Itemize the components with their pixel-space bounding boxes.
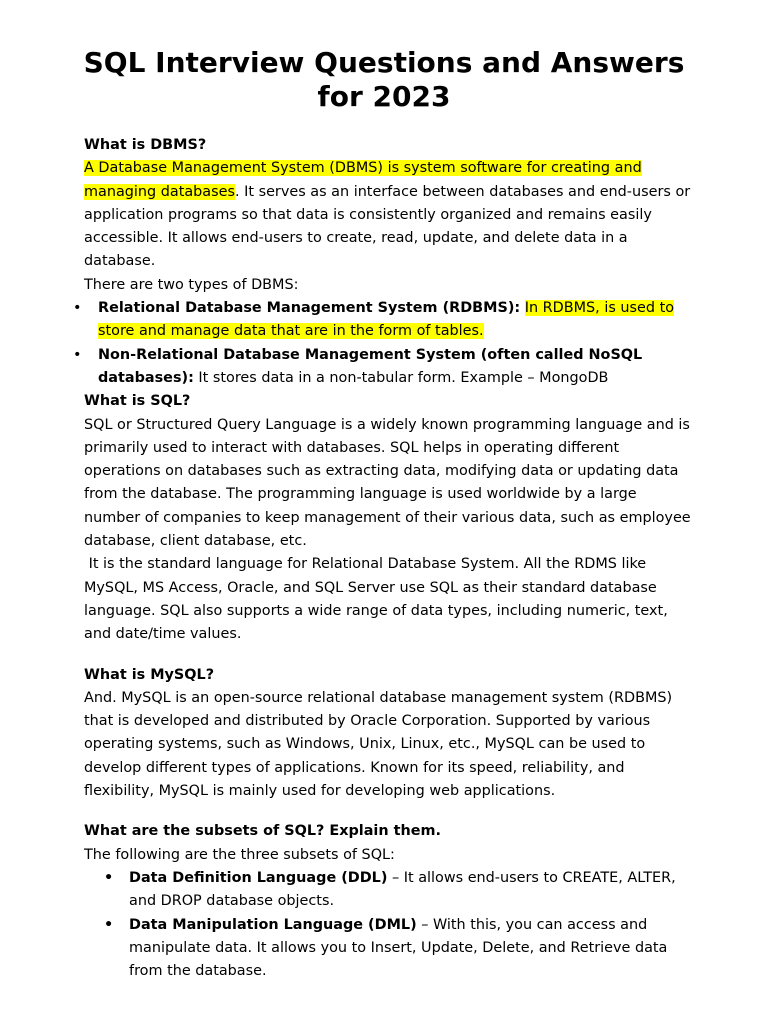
ddl-term: Data Definition Language (DDL) bbox=[129, 869, 388, 886]
rdbms-description: In RDBMS, is used to store and manage data that are in the form of tables. bbox=[98, 300, 675, 340]
spacer bbox=[84, 803, 694, 820]
subsets-intro: The following are the three subsets of SQL: bbox=[84, 846, 395, 863]
nosql-description: It stores data in a non-tabular form. Example – MongoDB bbox=[198, 369, 609, 386]
bullet-icon: • bbox=[104, 916, 114, 933]
heading-sql-subsets: What are the subsets of SQL? Explain them. bbox=[84, 823, 441, 840]
dbms-intro-paragraph bbox=[84, 157, 694, 273]
sql-paragraph-1: SQL or Structured Query Language is a widely known programming language and is primarily used to interact with databases. SQL helps in operating different operations on databases such as extracting data, modifying data or updating data from the database. The programming language is used worldwide by a large number of companies to keep management of their various data, such as employee database, client database, etc. bbox=[84, 416, 691, 550]
bullet-icon: • bbox=[73, 346, 82, 363]
dbms-types-list bbox=[73, 297, 694, 390]
sql-paragraph-2: It is the standard language for Relational Database System. All the RDMS like MySQL, MS Access, Oracle, and SQL Server use SQL as their standard database language. SQL also supports a wide range of data types, including numeric, text, and date/time values. bbox=[84, 556, 673, 643]
spacer bbox=[84, 647, 694, 664]
list-item-dml bbox=[84, 914, 694, 984]
section-dbms bbox=[73, 134, 694, 390]
dml-term: Data Manipulation Language (DML) bbox=[129, 916, 417, 933]
list-item-ddl bbox=[84, 867, 694, 914]
bullet-icon: • bbox=[73, 300, 82, 317]
heading-what-is-mysql: What is MySQL? bbox=[84, 666, 215, 683]
section-sql bbox=[84, 390, 694, 646]
dml-description: – With this, you can access and manipulate data. It allows you to Insert, Update, Delete, and Retrieve data from the database. bbox=[129, 916, 668, 980]
dbms-intro-highlight: A Database Management System (DBMS) is system software for creating and managing databases bbox=[84, 160, 642, 200]
nosql-term: Non-Relational Database Management System (often called NoSQL databases): bbox=[98, 346, 643, 386]
list-item-rdbms bbox=[73, 297, 694, 344]
heading-what-is-sql: What is SQL? bbox=[84, 393, 191, 410]
document-body bbox=[73, 134, 694, 983]
mysql-paragraph: And. MySQL is an open-source relational database management system (RDBMS) that is developed and distributed by Oracle Corporation. Supported by various operating systems, such as Windows, Unix, Linux, etc., MySQL can be used to develop different types of applications. Known for its speed, reliability, and flexibility, MySQL is mainly used for developing web applications. bbox=[84, 689, 673, 800]
list-item-nosql bbox=[73, 344, 694, 391]
document-title: SQL Interview Questions and Answers for 2023 bbox=[83, 46, 685, 113]
dbms-intro-text: . It serves as an interface between databases and end-users or application programs so that data is consistently organized and remains easily accessible. It allows end-users to create, read, update, and delete data in a database. bbox=[84, 183, 691, 270]
ddl-description: – It allows end-users to CREATE, ALTER, and DROP database objects. bbox=[129, 869, 676, 910]
heading-what-is-dbms: What is DBMS? bbox=[84, 137, 207, 153]
dbms-types-line: There are two types of DBMS: bbox=[84, 276, 299, 293]
section-mysql bbox=[84, 664, 694, 804]
rdbms-term: Relational Database Management System (RDBMS): bbox=[98, 300, 521, 317]
section-sql-subsets bbox=[84, 820, 694, 983]
subsets-list bbox=[84, 867, 694, 983]
bullet-icon: • bbox=[104, 869, 114, 886]
